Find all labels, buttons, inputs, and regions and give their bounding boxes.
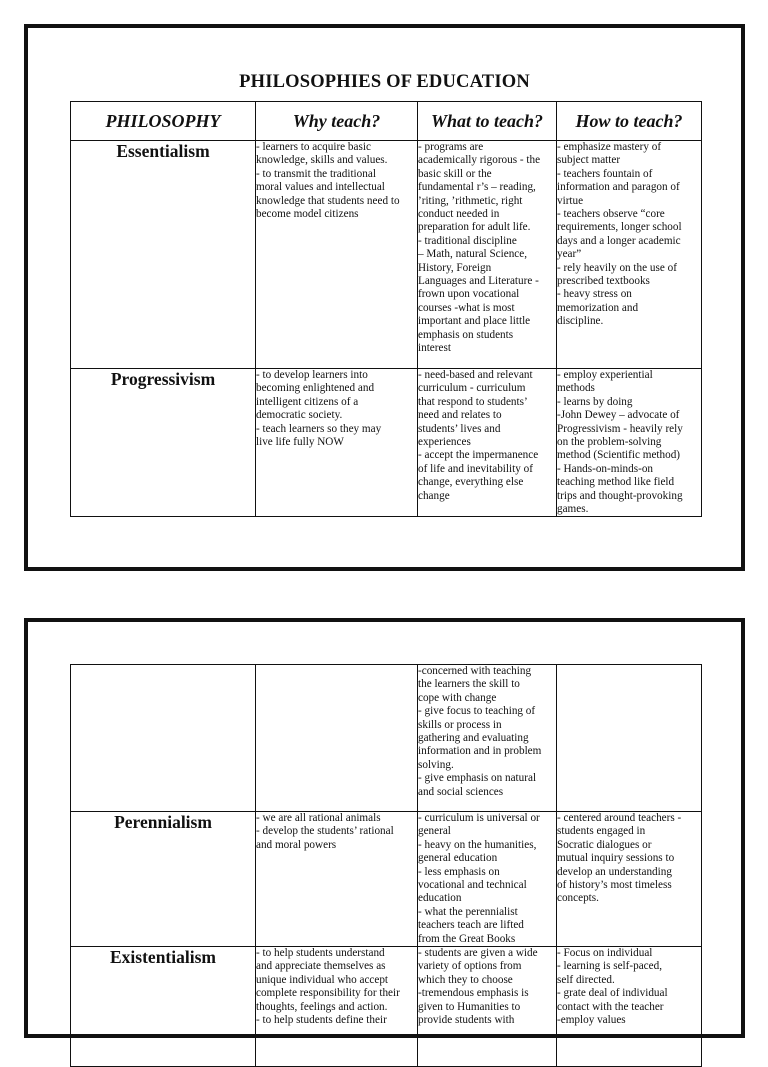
cell-text-line: information and in problem bbox=[418, 745, 542, 758]
cell-text-line: live life fully NOW bbox=[256, 436, 344, 449]
cell-text-line: Languages and Literature - bbox=[418, 275, 539, 288]
cell-text-line: skills or process in bbox=[418, 718, 502, 731]
cell-text-line: change, everything else bbox=[418, 476, 524, 489]
cell-text-line: - curriculum is universal or bbox=[418, 812, 540, 824]
cell-text-line: self directed. bbox=[557, 973, 615, 986]
cell-text-line: memorization and bbox=[557, 301, 639, 314]
cell-text-line: intelligent citizens of a bbox=[256, 395, 359, 408]
cell-text-line: moral values and intellectual bbox=[256, 181, 385, 194]
table-row bbox=[71, 141, 702, 369]
cell-text-line: - teach learners so they may bbox=[256, 422, 382, 435]
cell-text-line: fundamental r’s – reading, bbox=[418, 181, 536, 194]
cell-text-line: conduct needed in bbox=[418, 208, 500, 221]
cell-text-line: complete responsibility for their bbox=[256, 987, 400, 1000]
table-row bbox=[71, 369, 702, 517]
cell-text-line: from the Great Books bbox=[418, 932, 516, 945]
table-row bbox=[71, 665, 702, 812]
cell-text-line: -employ values bbox=[557, 1014, 626, 1027]
what-to-teach-cell bbox=[418, 369, 557, 517]
cell-text-line: basic skill or the bbox=[418, 167, 492, 180]
cell-text-line: -John Dewey – advocate of bbox=[557, 409, 680, 422]
cell-text-line: - teachers fountain of bbox=[557, 167, 653, 180]
cell-text-line: and moral powers bbox=[256, 838, 337, 851]
cell-text-line: - learns by doing bbox=[557, 395, 633, 408]
why-teach-cell bbox=[256, 665, 418, 812]
philosophy-name: Existentialism bbox=[71, 947, 256, 1067]
cell-text-line: - Hands-on-minds-on bbox=[557, 462, 654, 475]
cell-text-line: on the problem-solving bbox=[557, 436, 662, 449]
how-to-teach-cell bbox=[557, 812, 702, 947]
cell-text-line: and social sciences bbox=[418, 785, 504, 798]
cell-text-line: academically rigorous - the bbox=[418, 154, 541, 167]
cell-text-line: - learners to acquire basic bbox=[256, 141, 371, 153]
cell-text-line: information and paragon of bbox=[557, 181, 680, 194]
cell-text-line: trips and thought-provoking bbox=[557, 489, 683, 502]
cell-text-line: - give focus to teaching of bbox=[418, 705, 536, 718]
header-philosophy: PHILOSOPHY bbox=[71, 102, 256, 141]
philosophies-table-continued bbox=[70, 664, 702, 1067]
cell-text-line: - less emphasis on bbox=[418, 865, 500, 878]
cell-text-line: - to transmit the traditional bbox=[256, 167, 376, 180]
cell-text-line: knowledge, skills and values. bbox=[256, 154, 388, 167]
cell-text-line: - to help students understand bbox=[256, 947, 385, 960]
what-to-teach-cell bbox=[418, 141, 557, 369]
cell-text-line: - centered around teachers - bbox=[557, 812, 682, 824]
cell-text-line: variety of options from bbox=[418, 960, 522, 973]
cell-text-line: - to help students define their bbox=[256, 1014, 387, 1027]
cell-text-line: teachers teach are lifted bbox=[418, 919, 524, 932]
cell-text-line: need and relates to bbox=[418, 409, 502, 422]
cell-text-line: mutual inquiry sessions to bbox=[557, 852, 675, 865]
cell-text-line: interest bbox=[418, 342, 451, 355]
document-page-1 bbox=[24, 24, 745, 571]
cell-text-line: which they to choose bbox=[418, 973, 513, 986]
cell-text-line: games. bbox=[557, 503, 589, 516]
cell-text-line: become model citizens bbox=[256, 208, 359, 221]
cell-text-line: - emphasize mastery of bbox=[557, 141, 662, 153]
cell-text-line: virtue bbox=[557, 194, 584, 207]
cell-text-line: - give emphasis on natural bbox=[418, 772, 537, 785]
what-to-teach-cell bbox=[418, 665, 557, 812]
cell-text-line: discipline. bbox=[557, 315, 604, 328]
cell-text-line: year” bbox=[557, 248, 582, 261]
cell-text-line: ’riting, ’rithmetic, right bbox=[418, 194, 523, 207]
cell-text-line: given to Humanities to bbox=[418, 1000, 521, 1013]
cell-text-line: solving. bbox=[418, 758, 454, 771]
cell-text-line: vocational and technical bbox=[418, 879, 527, 892]
document-page-2 bbox=[24, 618, 745, 1038]
cell-text-line: becoming enlightened and bbox=[256, 382, 375, 395]
cell-text-line: – Math, natural Science, bbox=[418, 248, 528, 261]
table-row bbox=[71, 947, 702, 1067]
cell-text-line: method (Scientific method) bbox=[557, 449, 681, 462]
cell-text-line: - to develop learners into bbox=[256, 369, 368, 381]
cell-text-line: preparation for adult life. bbox=[418, 221, 531, 234]
what-to-teach-cell bbox=[418, 812, 557, 947]
cell-text-line: subject matter bbox=[557, 154, 621, 167]
cell-text-line: the learners the skill to bbox=[418, 678, 520, 691]
cell-text-line: days and a longer academic bbox=[557, 234, 681, 247]
cell-text-line: - we are all rational animals bbox=[256, 812, 381, 824]
cell-text-line: democratic society. bbox=[256, 409, 343, 422]
header-how-to-teach: How to teach? bbox=[557, 102, 702, 141]
how-to-teach-cell bbox=[557, 369, 702, 517]
how-to-teach-cell bbox=[557, 665, 702, 812]
cell-text-line: change bbox=[418, 489, 450, 502]
document-title: PHILOSOPHIES OF EDUCATION bbox=[239, 72, 530, 92]
cell-text-line: teaching method like field bbox=[557, 476, 675, 489]
cell-text-line: knowledge that students need to bbox=[256, 194, 400, 207]
cell-text-line: -tremendous emphasis is bbox=[418, 987, 529, 1000]
cell-text-line: - rely heavily on the use of bbox=[557, 261, 677, 274]
why-teach-cell bbox=[256, 947, 418, 1067]
cell-text-line: requirements, longer school bbox=[557, 221, 682, 234]
cell-text-line: - learning is self-paced, bbox=[557, 960, 662, 973]
cell-text-line: cope with change bbox=[418, 691, 497, 704]
table-header-row bbox=[71, 102, 702, 141]
cell-text-line: - teachers observe “core bbox=[557, 208, 665, 221]
cell-text-line: - programs are bbox=[418, 141, 484, 153]
how-to-teach-cell bbox=[557, 947, 702, 1067]
cell-text-line: provide students with bbox=[418, 1014, 515, 1027]
cell-text-line: courses -what is most bbox=[418, 301, 515, 314]
cell-text-line: of life and inevitability of bbox=[418, 462, 533, 475]
cell-text-line: and appreciate themselves as bbox=[256, 960, 386, 973]
cell-text-line: curriculum - curriculum bbox=[418, 382, 526, 395]
cell-text-line: -concerned with teaching bbox=[418, 665, 532, 677]
cell-text-line: that respond to students’ bbox=[418, 395, 528, 408]
cell-text-line: general education bbox=[418, 852, 498, 865]
cell-text-line: frown upon vocational bbox=[418, 288, 520, 301]
why-teach-cell bbox=[256, 812, 418, 947]
cell-text-line: students engaged in bbox=[557, 825, 646, 838]
philosophy-name bbox=[71, 665, 256, 812]
philosophy-name: Progressivism bbox=[71, 369, 256, 517]
cell-text-line: - grate deal of individual bbox=[557, 987, 668, 1000]
how-to-teach-cell bbox=[557, 141, 702, 369]
cell-text-line: prescribed textbooks bbox=[557, 275, 650, 288]
why-teach-cell bbox=[256, 369, 418, 517]
header-why-teach: Why teach? bbox=[256, 102, 418, 141]
header-what-to-teach: What to teach? bbox=[418, 102, 557, 141]
cell-text-line: - employ experiential bbox=[557, 369, 653, 381]
table-row bbox=[71, 812, 702, 947]
cell-text-line: - develop the students’ rational bbox=[256, 825, 394, 838]
cell-text-line: - students are given a wide bbox=[418, 947, 538, 960]
cell-text-line: - heavy on the humanities, bbox=[418, 838, 537, 851]
cell-text-line: education bbox=[418, 892, 462, 905]
cell-text-line: develop an understanding bbox=[557, 865, 672, 878]
cell-text-line: students’ lives and bbox=[418, 422, 501, 435]
cell-text-line: - accept the impermanence bbox=[418, 449, 539, 462]
philosophy-name: Perennialism bbox=[71, 812, 256, 947]
cell-text-line: thoughts, feelings and action. bbox=[256, 1000, 388, 1013]
cell-text-line: - need-based and relevant bbox=[418, 369, 533, 381]
cell-text-line: contact with the teacher bbox=[557, 1000, 664, 1013]
cell-text-line: concepts. bbox=[557, 892, 599, 905]
why-teach-cell bbox=[256, 141, 418, 369]
cell-text-line: important and place little bbox=[418, 315, 531, 328]
cell-text-line: experiences bbox=[418, 436, 471, 449]
cell-text-line: - traditional discipline bbox=[418, 234, 517, 247]
cell-text-line: of history’s most timeless bbox=[557, 879, 672, 892]
cell-text-line: Socratic dialogues or bbox=[557, 838, 652, 851]
philosophies-table bbox=[70, 101, 702, 517]
cell-text-line: methods bbox=[557, 382, 595, 395]
cell-text-line: - heavy stress on bbox=[557, 288, 632, 301]
cell-text-line: - what the perennialist bbox=[418, 905, 518, 918]
cell-text-line: general bbox=[418, 825, 451, 838]
cell-text-line: - Focus on individual bbox=[557, 947, 653, 960]
cell-text-line: gathering and evaluating bbox=[418, 732, 529, 745]
cell-text-line: emphasis on students bbox=[418, 328, 514, 341]
what-to-teach-cell bbox=[418, 947, 557, 1067]
cell-text-line: History, Foreign bbox=[418, 261, 492, 274]
cell-text-line: unique individual who accept bbox=[256, 973, 389, 986]
philosophy-name: Essentialism bbox=[71, 141, 256, 369]
cell-text-line: Progressivism - heavily rely bbox=[557, 422, 683, 435]
